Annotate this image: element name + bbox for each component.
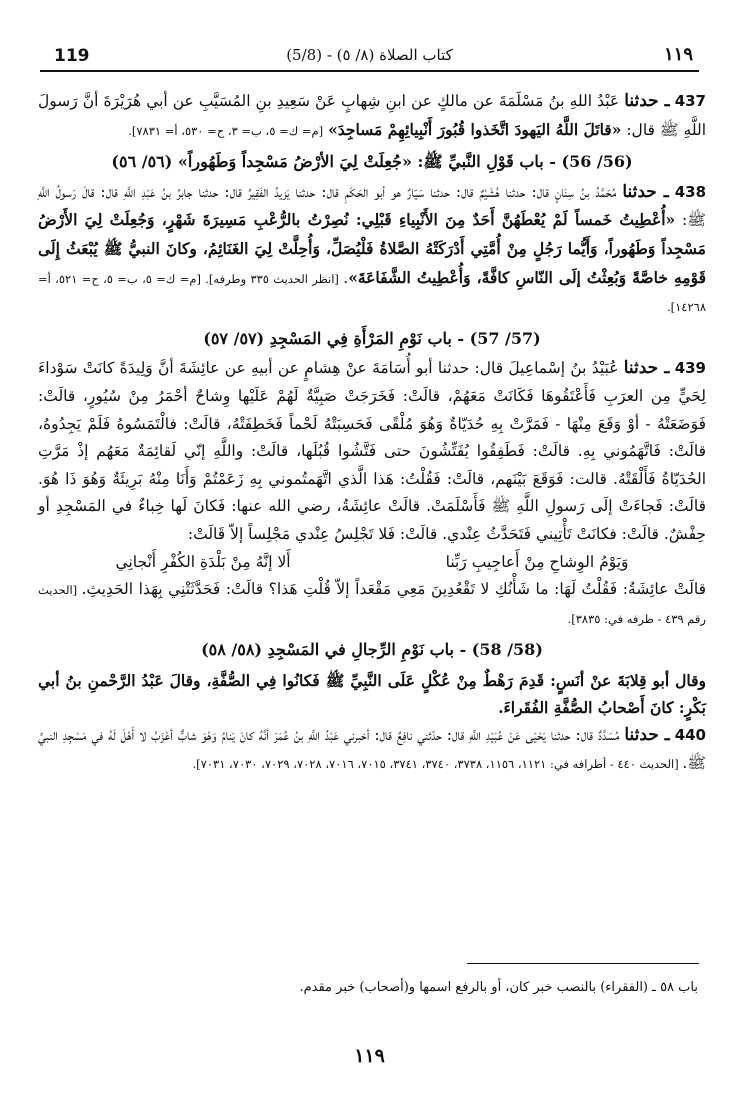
hadith-text: مُسَدَّدٌ قال: حدثنا يَحْيَى عَنْ عُبَيْدِ اللَّهِ قال: حدّثني نافِعٌ قال: أخبرني عَبْدُ اللَّهِ بنُ عُمَرَ أنَّهُ كانَ يَنامُ وَهْوَ شابٌّ أعْزَبُ لا أَهْلَ لَهُ في مَسْجِدِ النبيِّ ﷺ. <box>38 726 706 772</box>
poem-hemistich-left: أَلا إنَّهُ مِنْ بَلْدَةِ الكُفْرِ أَنْجانِي <box>115 552 291 571</box>
hadith-number: 437 <box>674 92 706 110</box>
page-number-arabic: ١١٩ <box>663 44 693 65</box>
hadith-439-continued <box>38 576 706 633</box>
poem-verse <box>38 549 706 577</box>
hadith-text: عُبَيْدُ بنُ إسْماعِيلَ قال: حدثنا أبو أُسَامَةَ عنْ هِشامٍ عن أبيهِ عن عائِشَةَ أنَّ وَلِيدَةً كانَتْ سَوْداءَ لِحَيٍّ مِن العرَبِ فَأَعْتَقُوهَا فَكَانَتْ مَعَهُمْ، قالَتْ: فَخَرَجَتْ صَبِيَّةٌ لَهُمْ عَلَيْها وِشاحٌ أحْمَرُ مِنْ سُيُورٍ، قالَتْ: فَوَضَعَتْهُ - أوْ وَقَعَ مِنْهَا - فَمَرَّتْ بِهِ حُدَيّاةٌ وَهُوَ مُلْقًى فَحَسِبَتْهُ لَحْماً فَخَطِفَتْهُ، قالَتْ: فالْتَمَسُوهُ فَلَمْ يَجِدُوهُ، قالَتْ: فَاتَّهَمُوني بِهِ. قالَتْ: فَطَفِقُوا يُفَتِّشُونَ حتى فَتَّشُوا قُبُلَها، قالَتْ: واللَّهِ إنّي لَقائِمَةٌ مَعَهُم إذْ مَرَّتِ الحُدَيّاةُ فَأَلْقَتْهُ. قالت: فَوَقَعَ بَيْنَهم، قالَتْ: فَقُلْتُ: هَذا الَّذي اتَّهَمتُموني بِهِ زَعَمْتُمْ وَأَنَا مِنْهُ بَرِيئَةٌ وَهُوَ ذَا هُوَ. قالَتْ: فَجاءَتْ إلَى رَسولِ اللَّهِ ﷺ فَأَسْلَمَتْ. قالَتْ عائِشَةُ، رضي الله عنها: فَكانَ لَها خِباءٌ في المَسْجِدِ أو حِفْشٌ. قالَتْ: فكانَتْ تَأْتِيني فَتَحَدَّثُ عِنْدي. قالَتْ: فَلا تَجْلِسُ عِنْدي مَجْلِساً إلاّ قَالَتْ: <box>38 359 706 543</box>
hadith-number: 440 <box>674 726 706 745</box>
hadith-reference: [الحديث ٤٤٠ - أطرافه في: ١١٢١، ١١٥٦، ٣٧٣٨، ٣٧٤٠، ٣٧٤١، ٧٠١٥، ٧٠١٦، ٧٠٢٨، ٧٠٢٩، ٧٠٣٠، ٧٠٣١]. <box>192 756 683 771</box>
hadith-matn: «أُعْطِيتُ خَمساً لَمْ يُعْطَهُنَّ أَحَدٌ مِنَ الأَنْبِياءِ قَبْلِي: نُصِرْتُ بالرُّعْبِ مَسِيرَةَ شَهْرٍ، وَجُعِلَتْ لِيَ الأَرْضُ مَسْجِداً وَطَهُوراً، وَأَيُّما رَجُلٍ مِنْ أُمَّتِي أَدْرَكَتْهُ الصَّلاةُ فَلْيُصَلِّ، وَأُحِلَّتْ لِيَ الغَنَائِمُ، وكانَ النبيُّ ﷺ يُبْعَثُ إِلَى قَوْمِهِ خاصَّةً وَبُعِثْتُ إلَى النّاسِ كافَّةً، وَأُعْطِيتُ الشَّفَاعَةَ» <box>38 210 706 287</box>
hadith-438: 438 ـ حدثنا مُحَمَّدُ بنُ سِنَانٍ قال: حدثنا هُشَيْمٌ قال: حدثنا سَيّارٌ هو أبو الحَكَمِ قال: حدثنا يَزيدُ الفَقِيرُ قال: حدثنا جابرُ بنُ عَبْدِ اللَّهِ قال: قالَ رَسولُ اللَّهِ ﷺ: «أُعْطِيتُ خَمساً لَمْ يُعْطَهُنَّ أَحَدٌ مِنَ الأَنْبِياءِ قَبْلِي: نُصِرْتُ بالرُّعْبِ مَسِيرَةَ شَهْرٍ، وَجُعِلَتْ لِيَ الأَرْضُ مَسْجِداً وَطَهُوراً، وَأَيُّما رَجُلٍ مِنْ أُمَّتِي أَدْرَكَتْهُ الصَّلاةُ فَلْيُصَلِّ، وَأُحِلَّتْ لِيَ الغَنَائِمُ، وكانَ النبيُّ ﷺ يُبْعَثُ إِلَى قَوْمِهِ خاصَّةً وَبُعِثْتُ إلَى النّاسِ كافَّةً، وَأُعْطِيتُ الشَّفَاعَةَ». [انظر الحديث ٣٣٥ وطرفه]. [م= ك= ٥، ب= ٥، ح= ٥٢١، أ= ١٤٢٦٨]. <box>38 181 707 315</box>
hadith-number: 438 <box>674 182 707 201</box>
hadith-437 <box>38 88 706 145</box>
hadith-reference: [الحديث رقم ٤٣٩ - طرفه في: ٣٨٣٥]. <box>38 583 706 626</box>
mualaq-paragraph: وقال أبو قِلابَةَ عنْ أنَسٍ: قَدِمَ رَهْطٌ مِنْ عُكْلٍ عَلَى النَّبِيِّ ﷺ فَكانُوا فِي الصُّفَّةِ، وقالَ عَبْدُ الرَّحْمنِ بنُ أبي بَكْرٍ: كانَ أَصْحابُ الصُّفَّةِ الفُقَراءَ. <box>38 670 706 718</box>
hadith-text: عَبْدُ اللهِ بنُ مَسْلَمَةَ عن مالكٍ عن ابنِ شِهابٍ عَنْ سَعِيدِ بنِ المُسَيَّبِ عن أبي هُرَيْرَةَ أنَّ رَسولَ اللَّهِ ﷺ قال: <box>38 92 706 139</box>
page-number-latin: 119 <box>54 46 90 66</box>
footer-page-number: ١١٩ <box>354 1045 385 1067</box>
hadith-text: مُحَمَّدُ بنُ سِنَانٍ قال: حدثنا هُشَيْمٌ قال: حدثنا سَيّارٌ هو أبو الحَكَمِ قال: حدثنا يَزيدُ الفَقِيرُ قال: حدثنا جابرُ بنُ عَبْدِ اللَّهِ قال: قالَ رَسولُ اللَّهِ ﷺ: <box>38 182 706 230</box>
hadith-number: 439 <box>674 359 706 378</box>
hadith-opening: ـ حدثنا <box>622 181 669 202</box>
hadith-439 <box>38 355 706 548</box>
hadith-opening: ـ حدثنا <box>624 91 670 111</box>
hadith-opening: ـ حدثنا <box>624 725 670 746</box>
main-text <box>38 88 706 778</box>
running-title: (5/8) - كتاب الصلاة (٨/ ٥) <box>286 46 453 64</box>
page-header <box>40 42 699 72</box>
chapter-heading-56: (56/ 56) - باب قَوْلِ النَّبيِّ ﷺ: «جُعِلَتْ لِيَ الأرْضُ مَسْجِداً وَطَهُوراً» (٥٦/ ٥٦) <box>111 152 633 172</box>
poem-hemistich-right: وَيَوْمُ الوِشاحِ مِنْ أَعاجِيبِ رَبِّنا <box>445 552 629 571</box>
chapter-heading-58: (58/ 58) - باب نَوْمِ الرِّجالِ في المَسْجِدِ (٥٨/ ٥٨) <box>201 640 543 660</box>
hadith-matn: «قاتَلَ اللَّهُ اليَهودَ اتَّخَذوا قُبُورَ أَنْبِيائِهِمْ مَساجِدَ» <box>328 119 622 139</box>
footnote-divider <box>467 963 699 964</box>
hadith-reference: [انظر الحديث ٣٣٥ وطرفه]. [م= ك= ٥، ب= ٥، ح= ٥٢١، أ= ١٤٢٦٨]. <box>38 271 706 315</box>
hadith-reference: [م= ك= ٥، ب= ٣، ح= ٥٣٠، أ= ٧٨٣١]. <box>128 123 324 138</box>
hadith-440 <box>38 722 706 778</box>
hadith-text: قالَتْ عائِشَةُ: فَقُلْتُ لَهَا: ما شَأْنُكِ لا تَقْعُدِينَ مَعِي مَقْعَداً إلاّ قُلْتِ هَذا؟ قالَتْ: فَحَدَّثَتْنِي بِهَذا الحَدِيثِ. <box>81 580 706 599</box>
hadith-opening: ـ حدثنا <box>623 358 670 379</box>
footnote: باب ٥٨ ـ (الفقراء) بالنصب خبر كان، أو بالرفع اسمها و(أصحاب) خبر مقدم. <box>299 980 698 995</box>
chapter-heading-57: (57/ 57) - باب نَوْمِ المَرْأَةِ فِي المَسْجِدِ (٥٧/ ٥٧) <box>203 328 541 348</box>
